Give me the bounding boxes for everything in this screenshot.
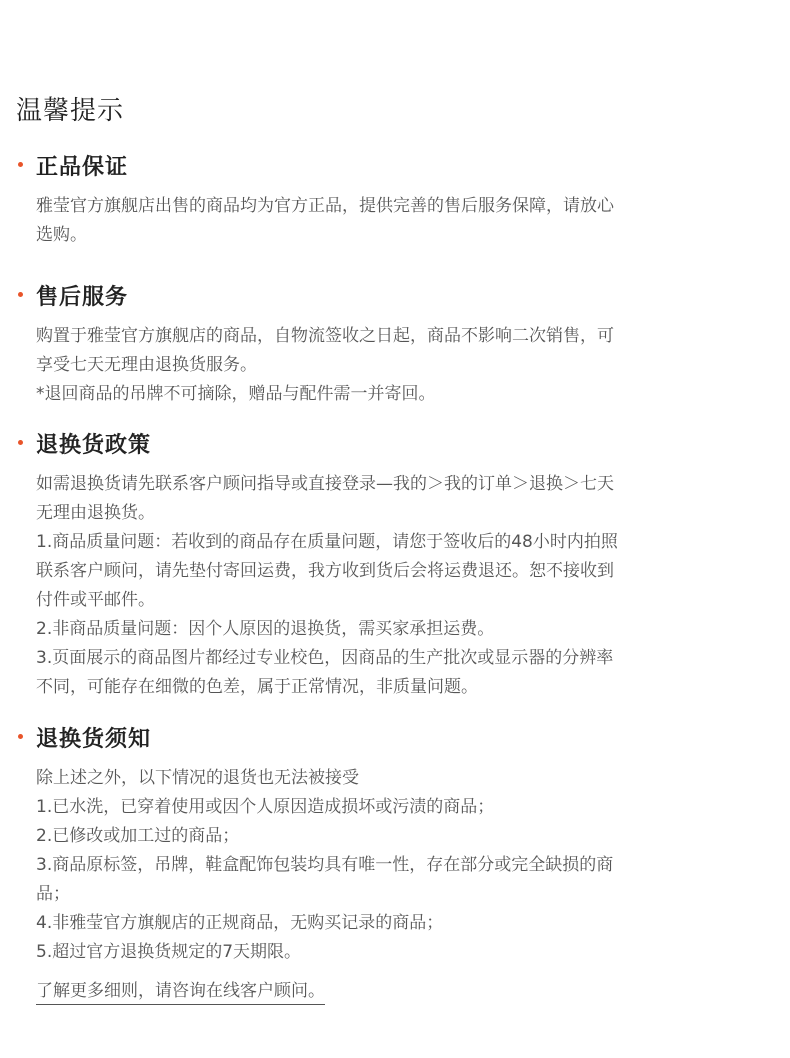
body-line: 联系客户顾问，请先垫付寄回运费，我方收到货后会将运费退还。恕不接收到: [36, 561, 614, 581]
body-line: 品；: [36, 884, 70, 904]
section-return-policy: [0, 428, 790, 697]
bullet-dot-icon: [18, 292, 23, 297]
section-body: [36, 192, 758, 250]
bullet-dot-icon: [18, 440, 23, 445]
body-line: 3.页面展示的商品图片都经过专业校色，因商品的生产批次或显示器的分辨率: [36, 648, 614, 668]
body-line: 2.非商品质量问题：因个人原因的退换货，需买家承担运费。: [36, 619, 495, 639]
section-return-notes: [0, 722, 790, 962]
body-line: 付件或平邮件。: [36, 590, 155, 610]
bullet-dot-icon: [18, 734, 23, 739]
body-line: 如需退换货请先联系客户顾问指导或直接登录—我的＞我的订单＞退换＞七天: [36, 474, 614, 494]
section-title: 退换货政策: [36, 433, 152, 458]
body-line: 3.商品原标签，吊牌，鞋盒配饰包装均具有唯一性，存在部分或完全缺损的商: [36, 855, 614, 875]
section-header: [0, 428, 790, 458]
section-body: [36, 764, 758, 967]
section-header: [0, 280, 790, 310]
body-line: 不同，可能存在细微的色差，属于正常情况，非质量问题。: [36, 677, 478, 697]
section-header: [0, 150, 790, 180]
body-line: 选购。: [36, 225, 87, 245]
section-body: [36, 322, 758, 409]
bullet-dot-icon: [18, 162, 23, 167]
body-line: 雅莹官方旗舰店出售的商品均为官方正品，提供完善的售后服务保障，请放心: [36, 196, 614, 216]
body-line: 购置于雅莹官方旗舰店的商品，自物流签收之日起，商品不影响二次销售，可: [36, 326, 614, 346]
section-body: [36, 470, 758, 702]
body-line: 4.非雅莹官方旗舰店的正规商品，无购买记录的商品；: [36, 913, 444, 933]
body-line: 1.已水洗，已穿着使用或因个人原因造成损坏或污渍的商品；: [36, 797, 495, 817]
section-authentic-guarantee: [0, 150, 790, 245]
section-header: [0, 722, 790, 752]
body-line: 享受七天无理由退换货服务。: [36, 355, 257, 375]
page-title: 温馨提示: [16, 96, 125, 126]
section-title: 退换货须知: [36, 727, 152, 752]
body-line: 1.商品质量问题：若收到的商品存在质量问题，请您于签收后的48小时内拍照: [36, 532, 618, 552]
consult-advisor-link[interactable]: 了解更多细则，请咨询在线客户顾问。: [36, 978, 325, 1005]
section-after-sales: [0, 280, 790, 404]
body-line: 无理由退换货。: [36, 503, 155, 523]
body-line: 5.超过官方退换货规定的7天期限。: [36, 942, 302, 962]
body-line: 2.已修改或加工过的商品；: [36, 826, 240, 846]
body-line: *退回商品的吊牌不可摘除，赠品与配件需一并寄回。: [36, 384, 436, 404]
section-title: 正品保证: [36, 155, 129, 180]
section-title: 售后服务: [36, 285, 129, 310]
body-line: 除上述之外，以下情况的退货也无法被接受: [36, 768, 359, 788]
